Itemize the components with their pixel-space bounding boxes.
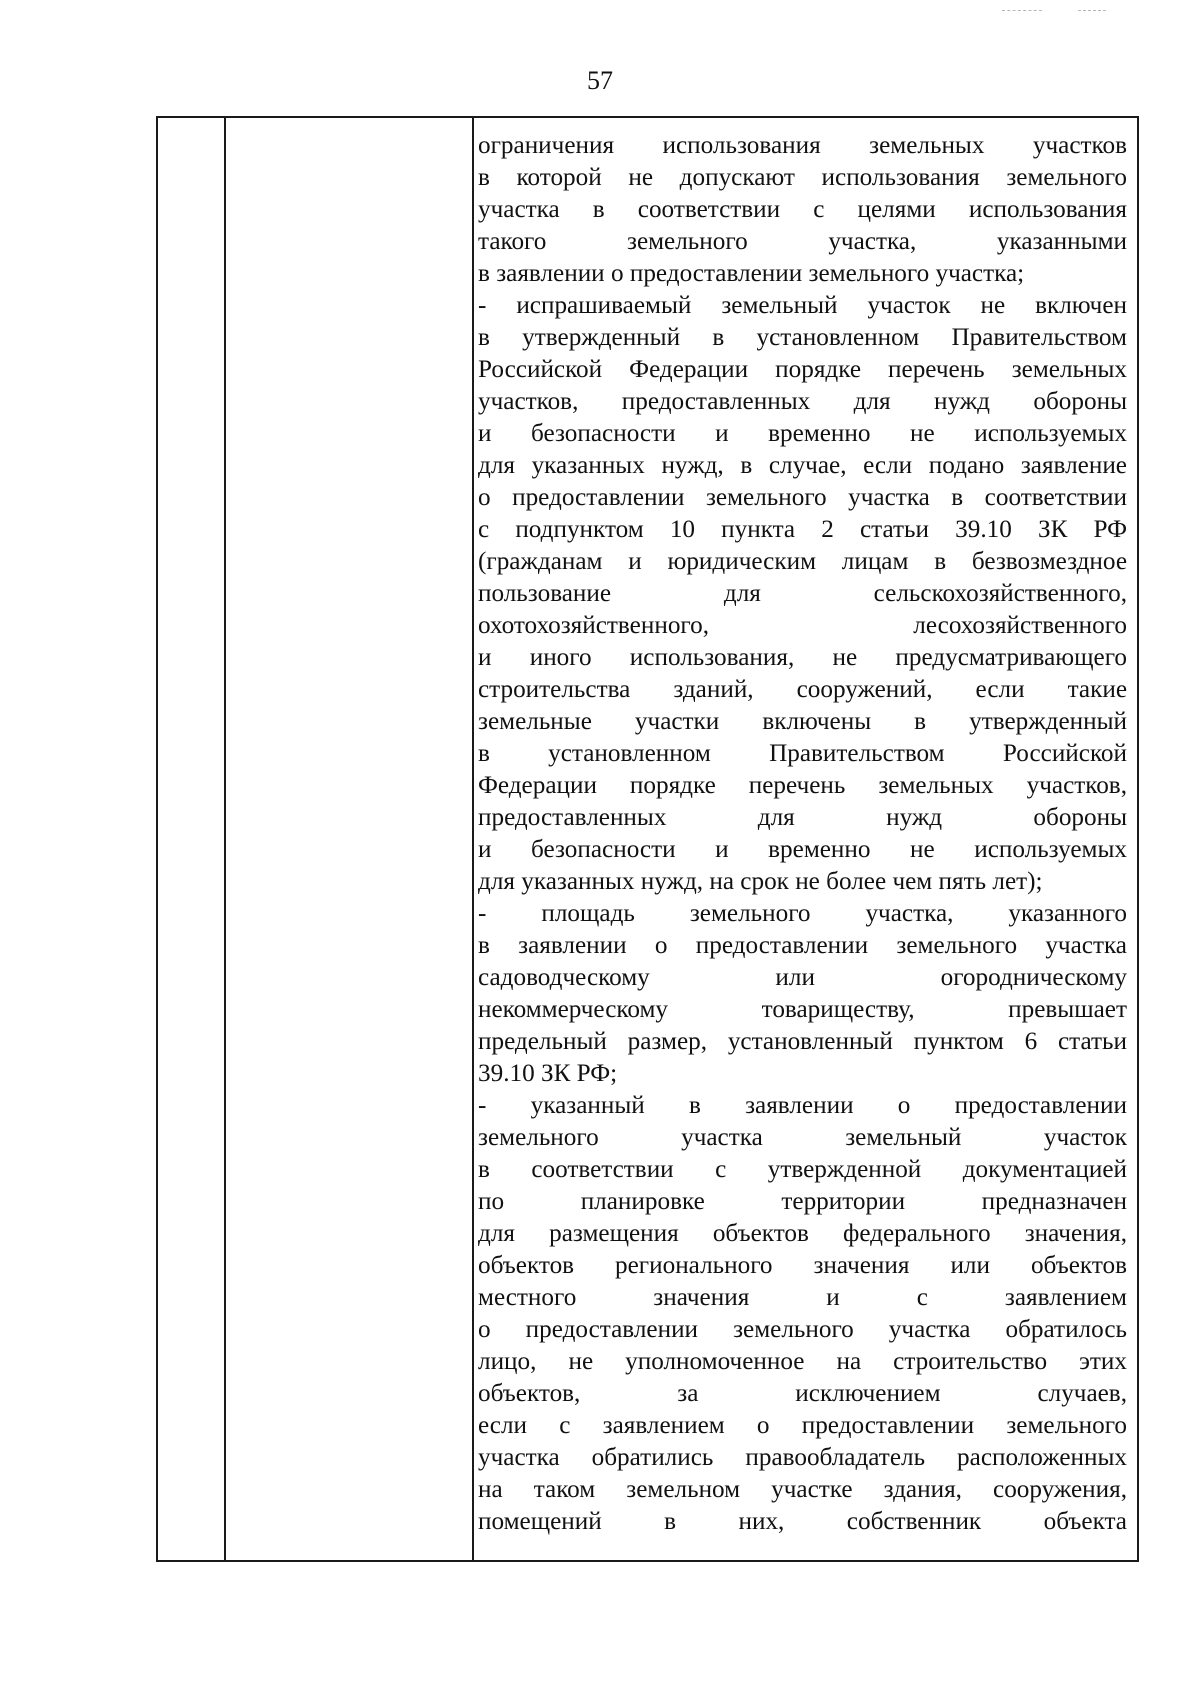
table-text-cell (478, 130, 1127, 1538)
text-line: в установленном Правительством Российской (478, 740, 1127, 767)
text-line: о предоставлении земельного участка обратилось (478, 1316, 1127, 1343)
column-right-border (1137, 118, 1139, 1560)
text-line: предельный размер, установленный пунктом 6 статьи (478, 1028, 1127, 1055)
text-line: такого земельного участка, указанными (478, 228, 1127, 255)
text-line: помещений в них, собственник объекта (478, 1508, 1127, 1535)
text-line: строительства зданий, сооружений, если такие (478, 676, 1127, 703)
text-line: и безопасности и временно не используемых (478, 420, 1127, 447)
text-line: предоставленных для нужд обороны (478, 804, 1127, 831)
text-line: земельные участки включены в утвержденный (478, 708, 1127, 735)
text-line: садоводческому или огородническому (478, 964, 1127, 991)
text-line: и иного использования, не предусматривающего (478, 644, 1127, 671)
text-line: для указанных нужд, в случае, если подано заявление (478, 452, 1127, 479)
text-line: земельного участка земельный участок (478, 1124, 1127, 1151)
text-line: Федерации порядке перечень земельных участков, (478, 772, 1127, 799)
text-line: для размещения объектов федерального значения, (478, 1220, 1127, 1247)
text-line: пользование для сельскохозяйственного, (478, 580, 1127, 607)
text-line: в утвержденный в установленном Правительством (478, 324, 1127, 351)
text-line: по планировке территории предназначен (478, 1188, 1127, 1215)
text-line: некоммерческому товариществу, превышает (478, 996, 1127, 1023)
text-line: лицо, не уполномоченное на строительство этих (478, 1348, 1127, 1375)
text-line: о предоставлении земельного участка в соответствии (478, 484, 1127, 511)
text-line: объектов регионального значения или объектов (478, 1252, 1127, 1279)
scan-artifact-dash (1002, 10, 1042, 11)
text-line: в соответствии с утвержденной документацией (478, 1156, 1127, 1183)
text-line: в заявлении о предоставлении земельного участка; (478, 260, 1025, 287)
text-line: с подпунктом 10 пункта 2 статьи 39.10 ЗК РФ (478, 516, 1127, 543)
column-divider-heading (472, 118, 474, 1560)
text-line: участков, предоставленных для нужд обороны (478, 388, 1127, 415)
text-line: и безопасности и временно не используемых (478, 836, 1127, 863)
text-line: в которой не допускают использования земельного (478, 164, 1127, 191)
text-line: для указанных нужд, на срок не более чем пять лет); (478, 868, 1043, 895)
text-line: (гражданам и юридическим лицам в безвозмездное (478, 548, 1127, 575)
text-line: - испрашиваемый земельный участок не включен (478, 292, 1127, 319)
text-line: 39.10 ЗК РФ; (478, 1060, 618, 1087)
text-line: - площадь земельного участка, указанного (478, 900, 1127, 927)
text-line: местного значения и с заявлением (478, 1284, 1127, 1311)
scan-artifact-dash (1078, 10, 1106, 11)
text-line: ограничения использования земельных участков (478, 132, 1127, 159)
text-line: на таком земельном участке здания, сооружения, (478, 1476, 1127, 1503)
page-number: 57 (587, 66, 613, 95)
text-line: Российской Федерации порядке перечень земельных (478, 356, 1127, 383)
text-line: охотохозяйственного, лесохозяйственного (478, 612, 1127, 639)
requirements-table (156, 116, 1139, 1562)
text-line: участка обратились правообладатель расположенных (478, 1444, 1127, 1471)
column-divider-number (224, 118, 226, 1560)
text-line: участка в соответствии с целями использования (478, 196, 1127, 223)
text-line: - указанный в заявлении о предоставлении (478, 1092, 1127, 1119)
text-line: если с заявлением о предоставлении земельного (478, 1412, 1127, 1439)
text-line: объектов, за исключением случаев, (478, 1380, 1127, 1407)
text-line: в заявлении о предоставлении земельного участка (478, 932, 1127, 959)
